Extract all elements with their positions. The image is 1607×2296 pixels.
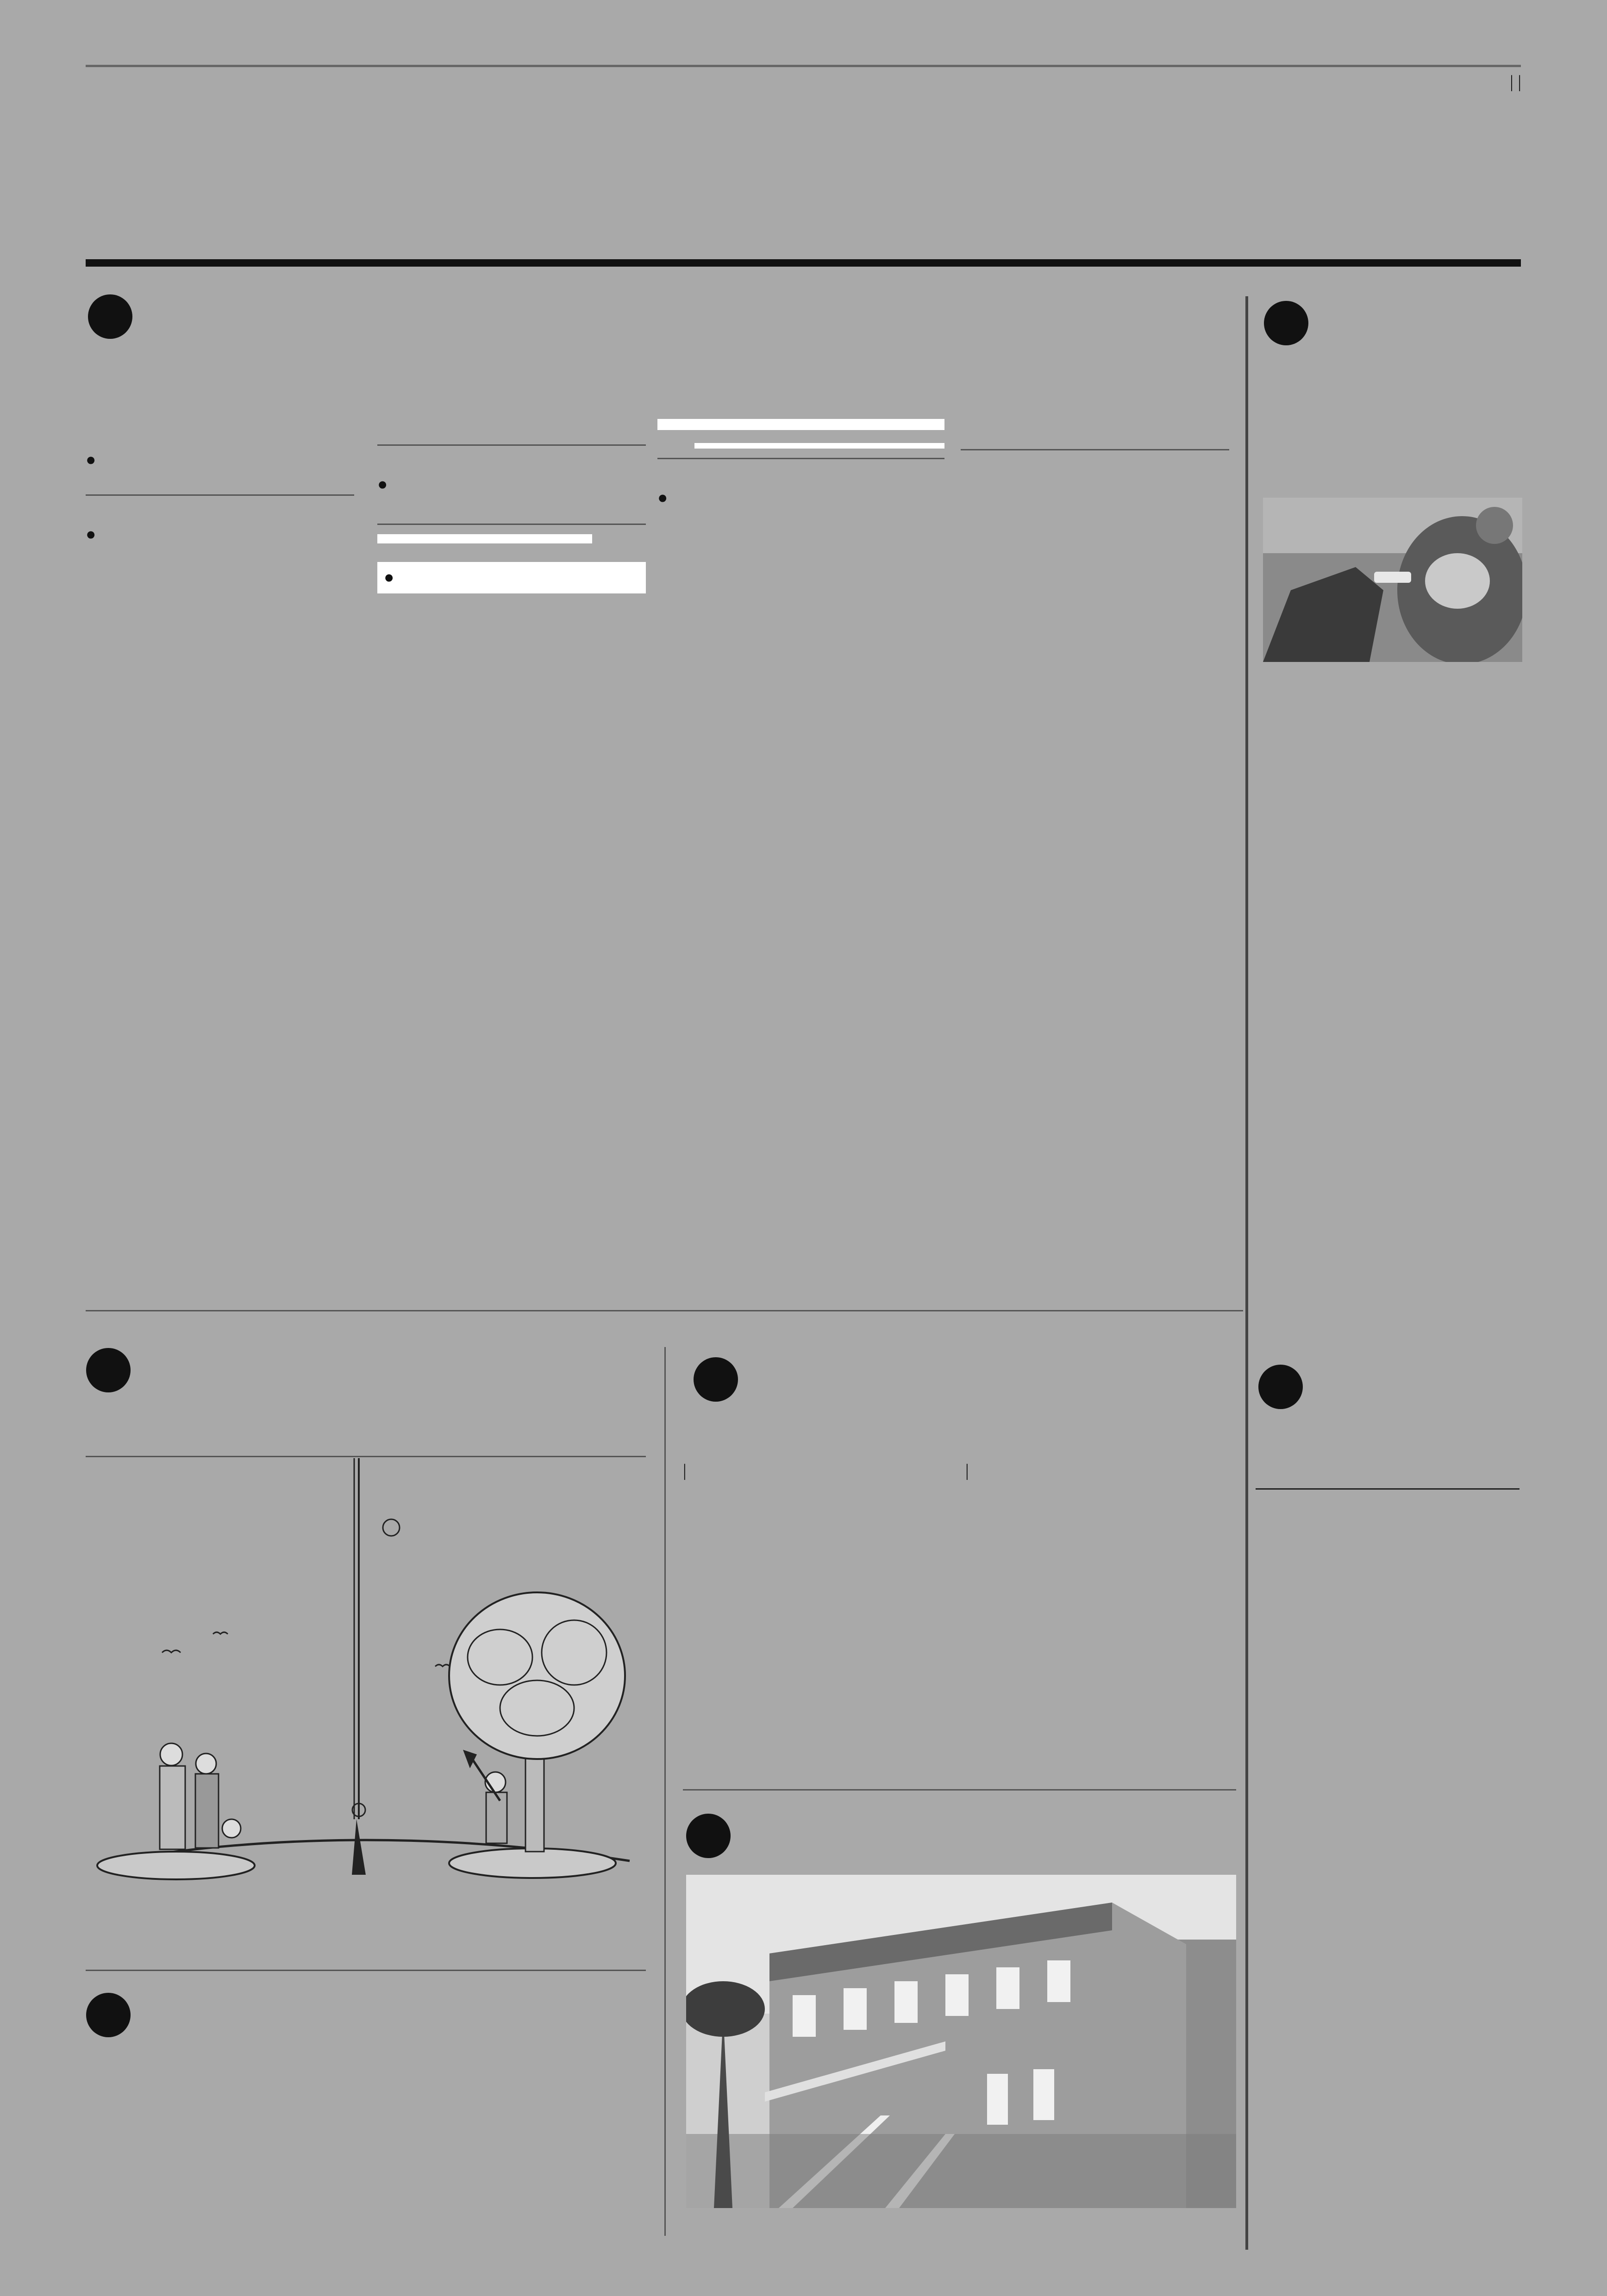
letter-signature (694, 443, 944, 449)
correo-column-1 (86, 421, 354, 546)
vaccination-photo (1263, 498, 1522, 662)
twitter-badge (1258, 1365, 1303, 1409)
frase-badge (86, 1993, 131, 2037)
twitter-rule (1256, 1488, 1519, 1490)
building-photo (686, 1875, 1236, 2208)
humor-badge (86, 1348, 131, 1392)
section-divider (86, 1310, 1243, 1311)
correo-badge (88, 294, 132, 339)
archive-article-1: | (683, 1461, 687, 1480)
correo-column-3 (657, 419, 944, 509)
correo-column-4 (961, 426, 1229, 469)
cartoon-illustration (93, 1458, 648, 1958)
humor-rule (86, 1456, 646, 1457)
archive-article-2: | (965, 1461, 969, 1480)
humor-bottom-rule (86, 1970, 646, 1971)
column-divider (1245, 296, 1248, 2250)
masthead-row: | | (1510, 72, 1521, 92)
web-badge (1264, 301, 1308, 345)
top-rule (86, 65, 1521, 67)
foto-badge (686, 1814, 731, 1858)
archivo-badge (694, 1357, 738, 1402)
column-divider (664, 1347, 666, 2236)
header-bar (86, 259, 1521, 267)
correo-column-2 (377, 426, 646, 593)
letter-heading (377, 534, 592, 543)
archive-rule (683, 1789, 1236, 1791)
